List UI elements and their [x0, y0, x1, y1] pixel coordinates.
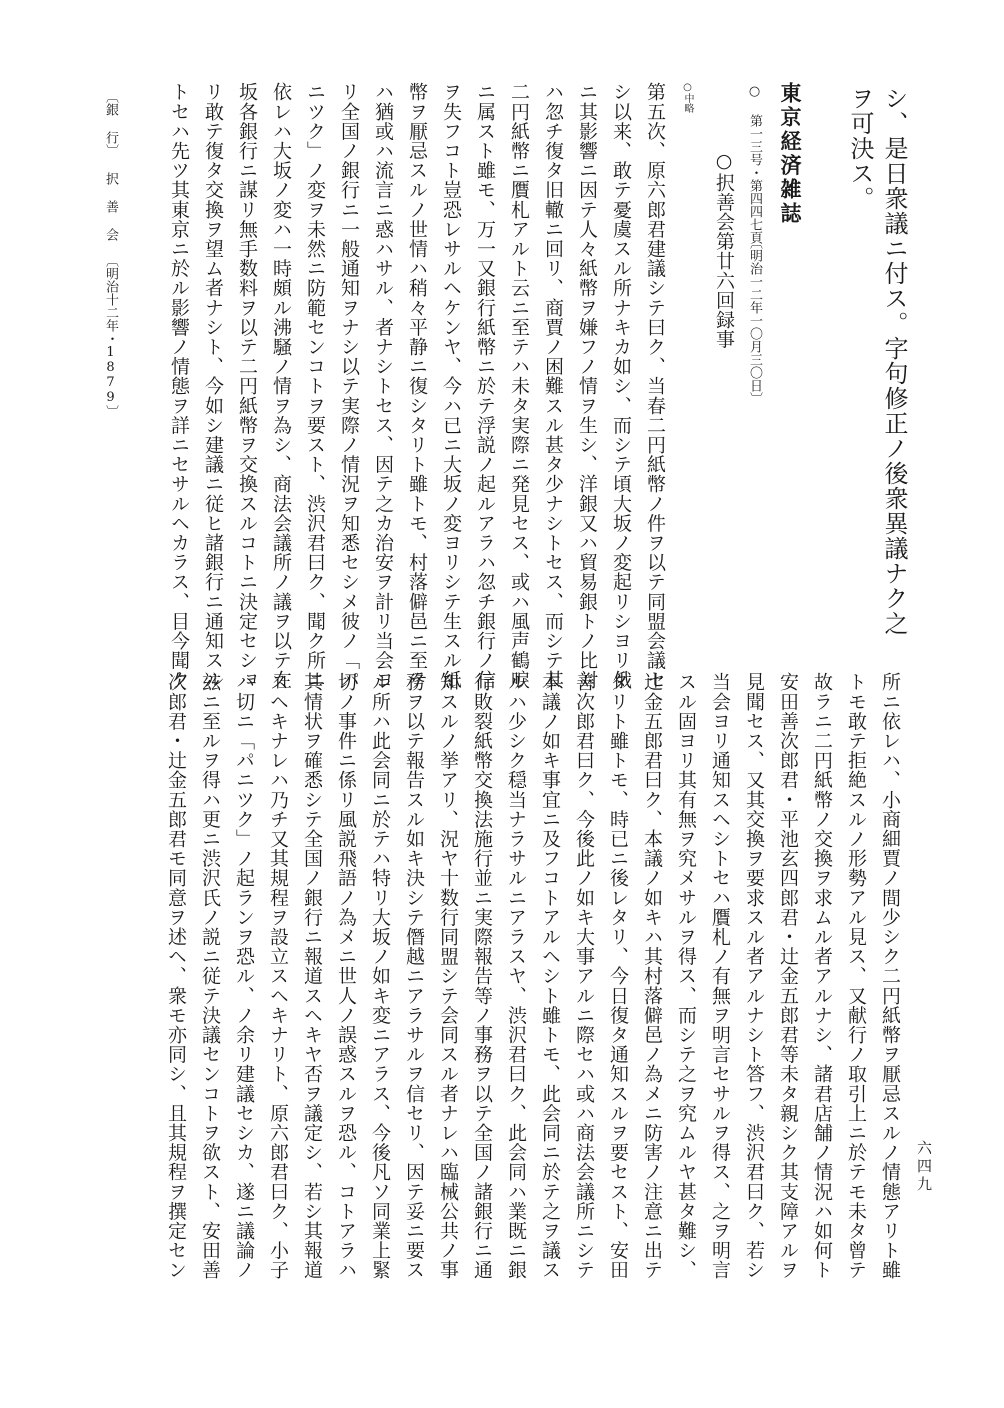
upper-text-line: ニツク」ノ変ヲ未然ニ防範センコトヲ要スト、渋沢君曰ク、聞ク所ニ — [304, 82, 326, 690]
page-number: 六四九 — [915, 1140, 933, 1194]
lower-text-line: 善次郎君曰ク、今後此ノ如キ大事アルニ際セハ或ハ商法会議所ニシテ — [573, 672, 595, 1280]
lower-text-line: 玆ニ至ルヲ得ハ更ニ渋沢氏ノ説ニ従テ決議センコトヲ欲スト、安田善 — [199, 672, 221, 1280]
upper-text-line: ニ其影響ニ因テ人々紙幣ヲ嫌フノ情ヲ生シ、洋銀又ハ貿易銀トノ比対 — [576, 82, 598, 690]
lower-text-line: 本議ノ如キ事宜ニ及フコトアルヘシト雖トモ、此会同ニ於テ之ヲ議ス — [539, 672, 561, 1280]
lower-text-line: スル固ヨリ其有無ヲ究メサルヲ得ス、而シテ之ヲ究ムルヤ甚タ難シ、 — [675, 672, 697, 1280]
lower-text-line: 行敗裂紙幣交換法施行並ニ実際報告等ノ事務ヲ以テ全国ノ諸銀行ニ通 — [471, 672, 493, 1280]
lower-text-line: トモ敢テ拒絶スルノ形勢アル見ス、又献行ノ取引上ニ於テモ未タ曾テ — [845, 672, 867, 1280]
footer-org: 択 善 会 — [103, 172, 118, 241]
upper-text-line: ヲ失フコト豈恐レサルヘケンヤ、今ハ已ニ大坂ノ変ヨリシテ生スル紙 — [440, 82, 462, 690]
issue-date: 〔明治一二年一〇月三〇日〕 — [747, 236, 762, 405]
lower-text-line: タリト雖トモ、時已ニ後レタリ、今日復タ通知スルヲ要セスト、安田 — [607, 672, 629, 1280]
lower-text-line: 当会ヨリ通知スヘシトセハ贋札ノ有無ヲ明言セサルヲ得ス、之ヲ明言 — [709, 672, 731, 1280]
upper-text-line: ニ属スト雖モ、万一又銀行紙幣ニ於テ浮説ノ起ルアラハ忽チ銀行ノ信 — [474, 82, 496, 690]
lower-text-line: ハ切ニ「パニツク」ノ起ランヲ恐ル、ノ余リ建議セシカ、遂ニ議論ノ — [233, 672, 255, 1280]
footer-category: 〔銀 行〕 — [103, 90, 118, 157]
upper-text-line: 二円紙幣ニ贋札アルト云ニ至テハ未タ実際ニ発見セス、或ハ風声鶴唳 — [508, 82, 530, 690]
upper-text-line: 坂各銀行ニ謀リ無手数料ヲ以テ二円紙幣ヲ交換スルコトニ決定セショ — [236, 82, 258, 690]
upper-text-line: ハ猶或ハ流言ニ惑ハサル、者ナシトセス、因テ之カ治安ヲ計リ当会ヨ — [372, 82, 394, 690]
upper-text-line: リ敢テ復タ交換ヲ望ム者ナシト、今如シ建議ニ従ヒ諸銀行ニ通知スル — [202, 82, 224, 690]
lower-text-line: 次郎君・辻金五郎君モ同意ヲ述ヘ、衆モ亦同シ、且其規程ヲ撰定セン — [165, 672, 187, 1280]
issue-reference: ○ 第一三号・第四四七頁 — [747, 84, 762, 244]
lower-text-line: 安田善次郎君・平池玄四郎君・辻金五郎君等未タ親シク其支障アルヲ — [777, 672, 799, 1280]
upper-text-line: 幣ヲ厭忌スルノ世情ハ稍々平静ニ復シタリト雖トモ、村落僻邑ニ至テ — [406, 82, 428, 690]
lower-text-line: 切ノ事件ニ係リ風説飛語ノ為メニ世人ノ誤惑スルヲ恐ル、コトアラハ — [335, 672, 357, 1280]
upper-text-line: 依レハ大坂ノ変ハ一時頗ル沸騒ノ情ヲ為シ、商法会議所ノ議ヲ以テ在 — [270, 82, 292, 690]
upper-text-line: トセハ先ツ其東京ニ於ル影響ノ情態ヲ詳ニセサルヘカラス、目今聞ク — [168, 82, 190, 690]
meeting-title: ○択善会第廿六回録事 — [713, 150, 735, 349]
upper-text-line: リ全国ノ銀行ニ一般通知ヲナシ以テ実際ノ情況ヲ知悉セシメ彼ノ「パ — [338, 82, 360, 690]
lower-text-line: 務ヲ以テ報告スル如キ決シテ僭越ニアラサルヲ信セリ、因テ妥ニ要ス — [403, 672, 425, 1280]
lower-text-line: スヘキナレハ乃チ又其規程ヲ設立スヘキナリト、原六郎君曰ク、小子 — [267, 672, 289, 1280]
journal-title: 東京経済雑誌 — [778, 82, 803, 226]
lower-text-line: ル所ハ此会同ニ於テハ特リ大坂ノ如キ変ニアラス、今後凡ソ同業上緊 — [369, 672, 391, 1280]
lower-text-line: 故ラニ二円紙幣ノ交換ヲ求ムル者アルナシ、諸君店舗ノ情況ハ如何ト — [811, 672, 833, 1280]
upper-text-line: ハ忽チ復タ旧轍ニ回リ、商賈ノ困難スル甚タ少ナシトセス、而シテ其 — [542, 82, 564, 690]
intro-line: ヲ可決ス。 — [846, 86, 874, 211]
intro-line: シ、是日衆議ニ付ス。字句修正ノ後衆異議ナク之 — [880, 86, 908, 636]
lower-text-line: ルハ少シク穏当ナラサルニアラスヤ、渋沢君曰ク、此会同ハ業既ニ銀 — [505, 672, 527, 1280]
upper-text-line: シ以来、敢テ憂虞スル所ナキカ如シ、而シテ頃大坂ノ変起リシヨリ俄 — [610, 82, 632, 690]
lower-text-line: 其情状ヲ確悉シテ全国ノ銀行ニ報道スヘキヤ否ヲ議定シ、若シ其報道 — [301, 672, 323, 1280]
omitted-label: ○中略 — [682, 82, 693, 113]
lower-text-line: 見聞セス、又其交換ヲ要求スル者アルナシト答フ、渋沢君曰ク、若シ — [743, 672, 765, 1280]
lower-text-line: 所ニ依レハ、小商細賈ノ間少シク二円紙幣ヲ厭忌スルノ情態アリト雖 — [879, 672, 901, 1280]
lower-text-line: 知スルノ挙アリ、況ヤ十数行同盟シテ会同スル者ナレハ臨械公共ノ事 — [437, 672, 459, 1280]
lower-text-line: 辻金五郎君曰ク、本議ノ如キハ其村落僻邑ノ為メニ防害ノ注意ニ出テ — [641, 672, 663, 1280]
upper-text-line: 第五次、原六郎君建議シテ曰ク、当春二円紙幣ノ件ヲ以テ同盟会議セ — [644, 82, 666, 690]
footer-date: 〔明治十二年・1879〕 — [103, 254, 118, 418]
